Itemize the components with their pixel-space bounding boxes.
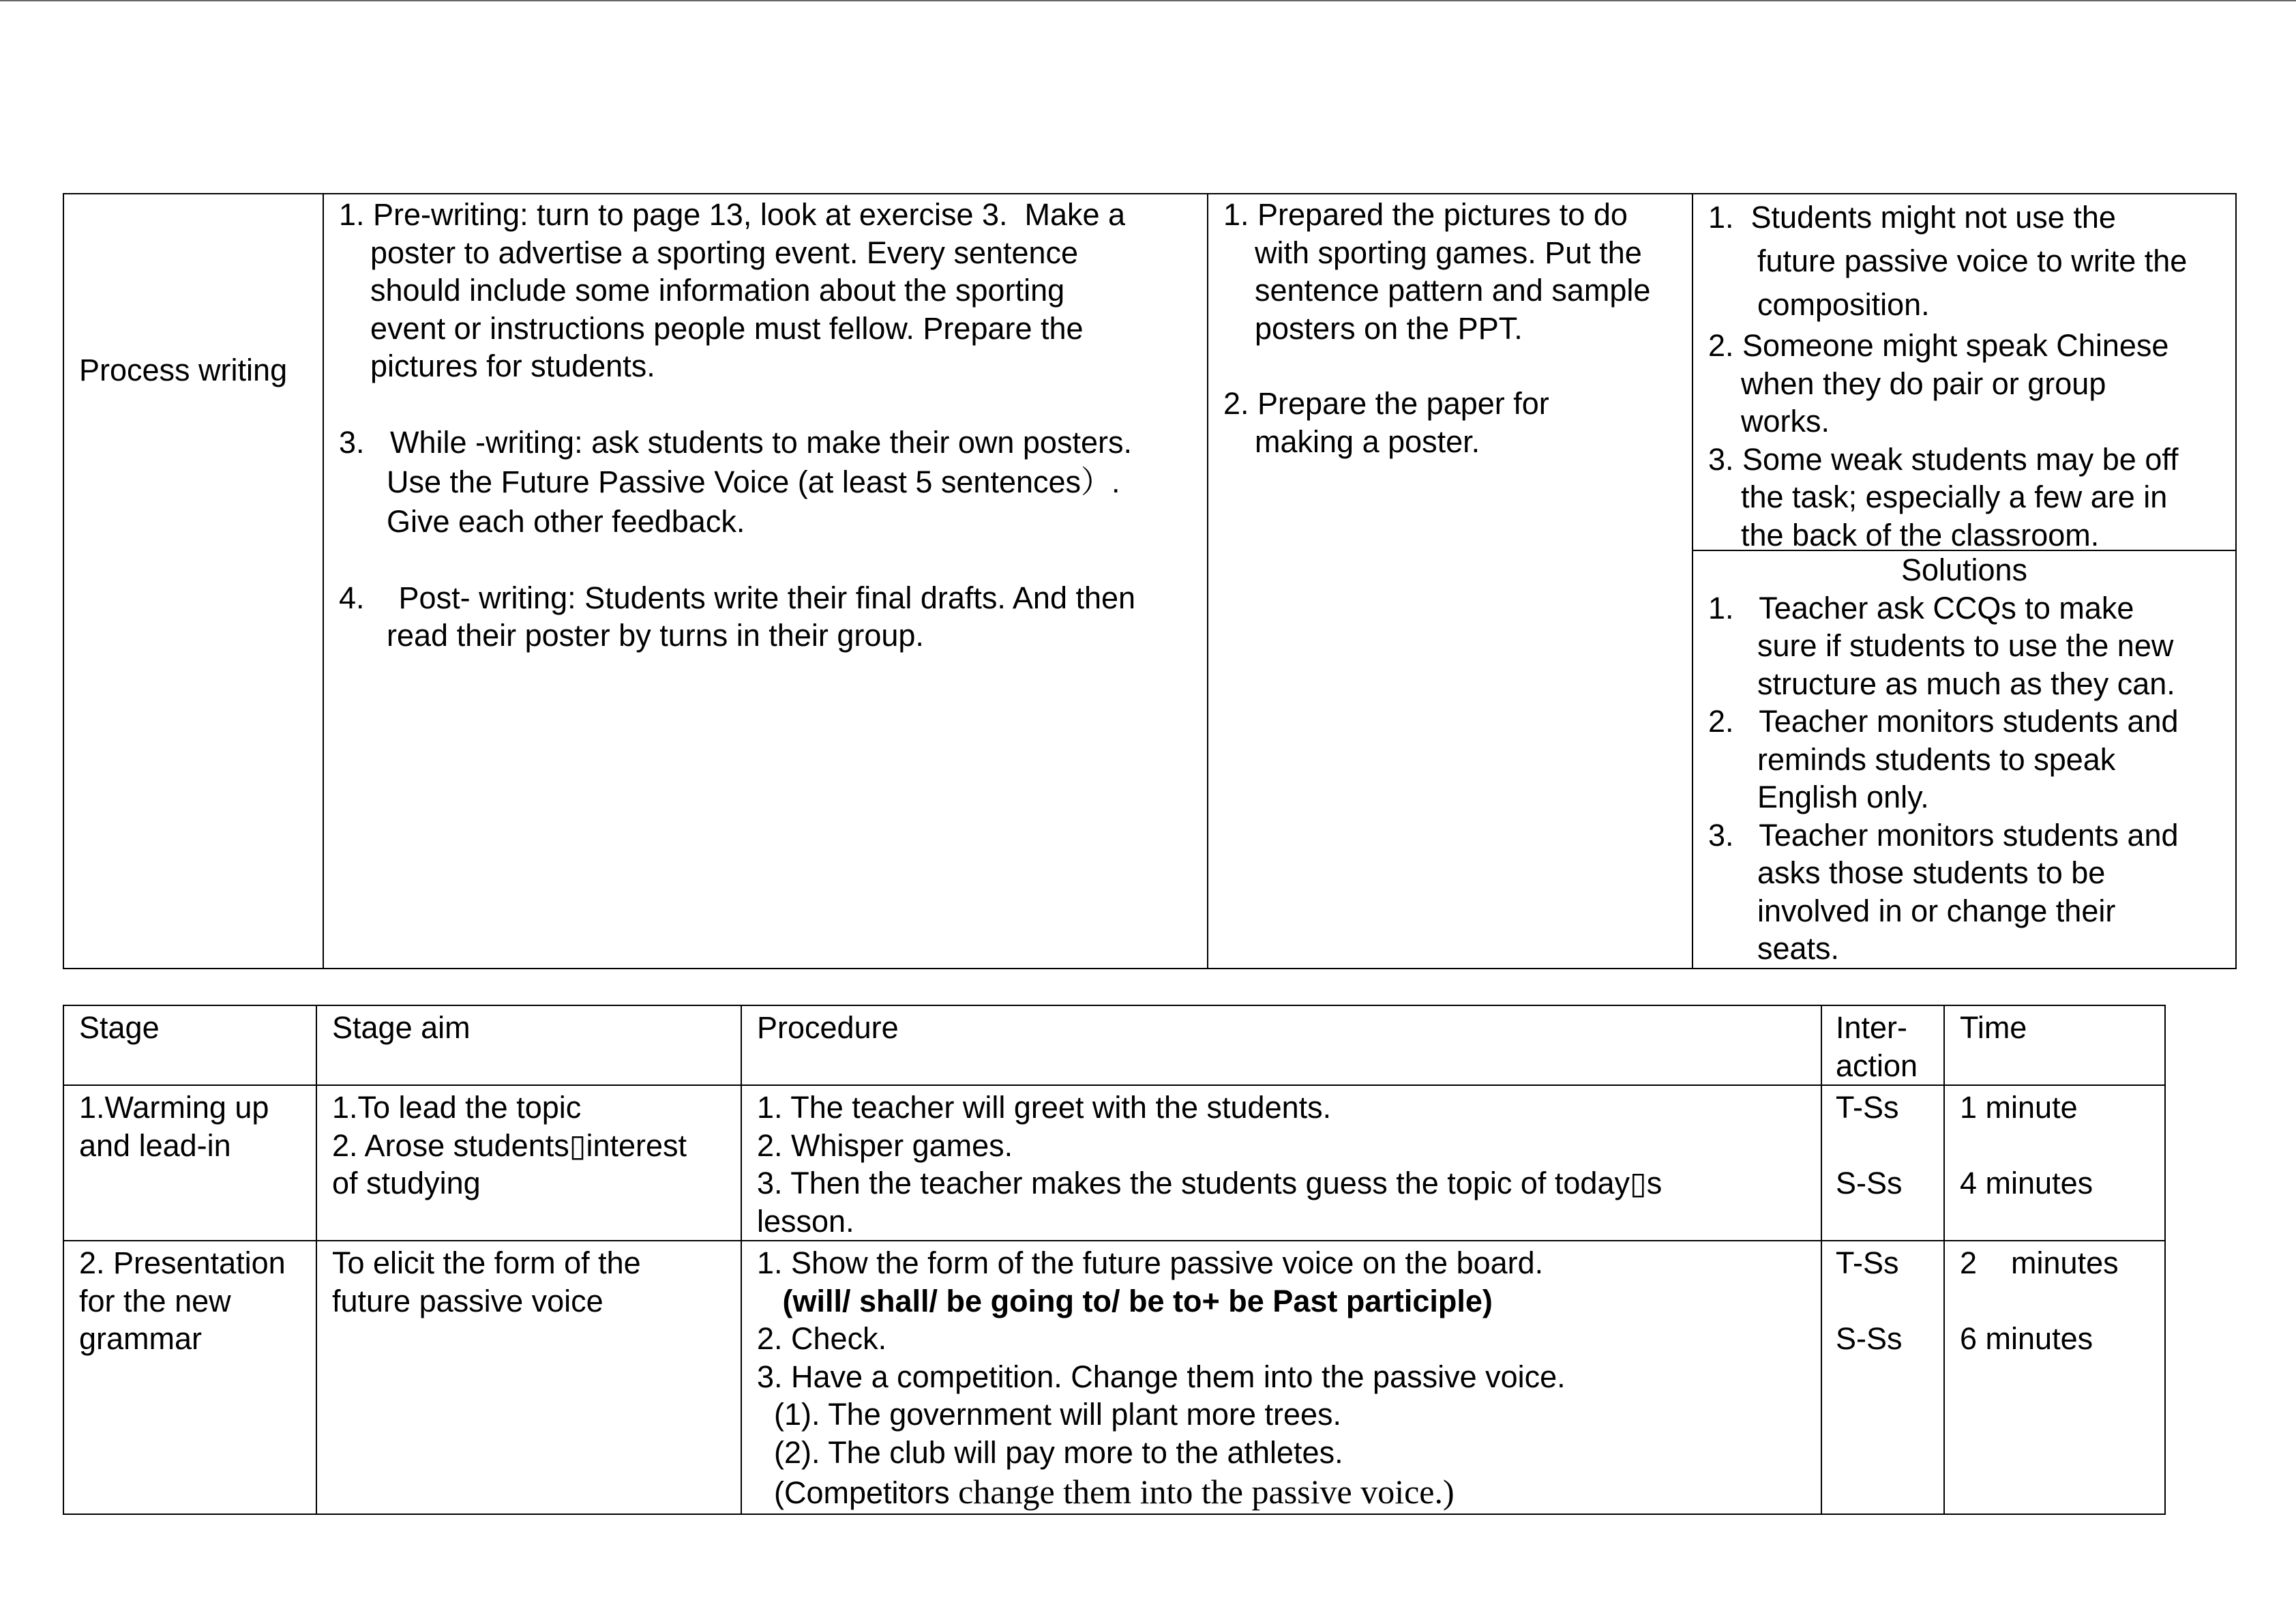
text-line: of studying: [332, 1166, 481, 1200]
header-row: [63, 1005, 2165, 1085]
header-stage-aim: Stage aim: [332, 1010, 471, 1045]
stage-label: Process writing: [79, 353, 288, 387]
text-line: future passive voice to write the: [1757, 243, 2188, 278]
text-line: 2. Someone might speak Chinese: [1708, 328, 2169, 363]
text-line: [1836, 1127, 1943, 1165]
row2-procedure-line1: 1. Show the form of the future passive voice on the board.: [757, 1245, 1544, 1280]
text-line: [1836, 1282, 1943, 1320]
process-writing-row: [63, 194, 2236, 969]
text-line: 2 minutes: [1960, 1245, 2119, 1280]
text-line: works.: [1741, 404, 1830, 439]
row2-procedure-formula: (will/ shall/ be going to/ be to+ be Past participle): [757, 1283, 1493, 1318]
text-line: 2. Arose students▯interest: [332, 1127, 687, 1163]
row2-aim: [332, 1244, 741, 1320]
process-writing-table: [63, 193, 2237, 969]
text-line: To elicit the form of the: [332, 1245, 641, 1280]
stage-table: [63, 1005, 2166, 1515]
text-line: for the new: [79, 1283, 231, 1318]
row2-procedure-last: [757, 1471, 1821, 1514]
row2-procedure-last-prefix: (Competitors: [757, 1475, 959, 1510]
header-procedure: Procedure: [757, 1010, 899, 1045]
text-line: 1. Teacher ask CCQs to make: [1708, 590, 2134, 625]
text-line: structure as much as they can.: [1757, 666, 2175, 701]
text-line: T-Ss: [1836, 1090, 1899, 1125]
text-line: action: [1836, 1048, 1918, 1083]
text-line: 1 minute: [1960, 1090, 2078, 1125]
text-line: 3. Then the teacher makes the students guess the topic of today▯s: [757, 1166, 1663, 1200]
text-line: (2). The club will pay more to the athletes.: [757, 1434, 1343, 1470]
preparation-item-2: [1208, 385, 1692, 460]
text-line: 3. While -writing: ask students to make their own posters.: [339, 424, 1132, 460]
text-line: 1.Warming up: [79, 1090, 269, 1125]
stage-cell: [63, 194, 323, 969]
text-line: composition.: [1757, 287, 1930, 322]
text-line: 2. Whisper games.: [757, 1127, 1013, 1163]
text-line: English only.: [1757, 780, 1929, 814]
row1-stage: [79, 1089, 316, 1164]
text-line: lesson.: [757, 1203, 854, 1239]
row2-time: [1960, 1244, 2164, 1358]
text-line: should include some information about the sporting: [370, 273, 1065, 308]
text-line: [1960, 1282, 2164, 1320]
text-line: S-Ss: [1836, 1321, 1903, 1356]
row1-procedure: [757, 1089, 1821, 1240]
text-line: 1. Students might not use the: [1708, 200, 2116, 235]
pre-writing-item: [324, 196, 1207, 385]
text-line: Give each other feedback.: [387, 503, 745, 539]
text-line: grammar: [79, 1321, 203, 1356]
text-line: 1. The teacher will greet with the students.: [757, 1090, 1332, 1125]
text-line: with sporting games. Put the: [1255, 235, 1642, 270]
solution-item-2: [1693, 703, 2235, 816]
text-line: 3. Have a competition. Change them into the passive voice.: [757, 1359, 1566, 1394]
text-line: 1. Prepared the pictures to do: [1223, 197, 1628, 232]
row2-interaction: [1836, 1244, 1943, 1358]
text-line: the back of the classroom.: [1741, 517, 2100, 552]
text-line: sentence pattern and sample: [1255, 273, 1651, 308]
problem-item-3: [1693, 441, 2235, 555]
text-line: 4 minutes: [1960, 1166, 2093, 1200]
text-line: event or instructions people must fellow. Prepare the: [370, 310, 1084, 346]
text-line: 1.To lead the topic: [332, 1090, 582, 1125]
text-line: [1960, 1127, 2164, 1165]
row1-aim: [332, 1089, 741, 1202]
text-line: and lead-in: [79, 1127, 231, 1163]
post-writing-item: [324, 579, 1207, 655]
row1-time: [1960, 1089, 2164, 1202]
text-line: 2. Presentation: [79, 1245, 286, 1280]
text-line: 6 minutes: [1960, 1321, 2093, 1356]
text-line: the task; especially a few are in: [1741, 479, 2168, 514]
problems-solutions-cell: [1693, 194, 2236, 969]
while-writing-item: [324, 423, 1207, 542]
text-line: asks those students to be: [1757, 855, 2106, 890]
text-line: poster to advertise a sporting event. Every sentence: [370, 235, 1079, 270]
text-line: 2. Check.: [757, 1321, 887, 1356]
text-line: posters on the PPT.: [1255, 310, 1523, 346]
header-interaction: [1836, 1009, 1943, 1084]
text-line: 1. Pre-writing: turn to page 13, look at exercise 3. Make a: [339, 197, 1126, 232]
presentation-row: [63, 1241, 2165, 1514]
text-line: 3. Teacher monitors students and: [1708, 817, 2179, 853]
text-line: sure if students to use the new: [1757, 628, 2174, 663]
solution-item-3: [1693, 816, 2235, 968]
preparation-item-1: [1208, 196, 1692, 347]
text-line: Use the Future Passive Voice (at least 5 sentences）.: [387, 464, 1120, 499]
row2-procedure-steps: [757, 1320, 1821, 1471]
text-line: pictures for students.: [370, 349, 655, 383]
text-line: seats.: [1757, 931, 1840, 966]
text-line: 2. Prepare the paper for: [1223, 386, 1549, 421]
warming-up-row: [63, 1085, 2165, 1241]
page-top-border: [0, 0, 2296, 1]
row2-procedure-last-serif: change them into the passive voice.): [958, 1473, 1455, 1511]
row2-stage: [79, 1244, 316, 1358]
header-time: Time: [1960, 1010, 2027, 1045]
text-line: 4. Post- writing: Students write their final drafts. And then: [339, 580, 1136, 615]
problem-item-2: [1693, 327, 2235, 441]
text-line: S-Ss: [1836, 1166, 1903, 1200]
procedure-cell: [323, 194, 1208, 969]
text-line: 3. Some weak students may be off: [1708, 441, 2179, 477]
text-line: reminds students to speak: [1757, 741, 2116, 777]
text-line: T-Ss: [1836, 1245, 1899, 1280]
solutions-section: [1693, 551, 2235, 968]
solutions-heading: Solutions: [1900, 552, 2028, 587]
text-line: when they do pair or group: [1741, 366, 2106, 401]
anticipated-problems: [1693, 194, 2235, 551]
preparation-cell: [1208, 194, 1693, 969]
text-line: 2. Teacher monitors students and: [1708, 704, 2179, 739]
header-stage: Stage: [79, 1010, 160, 1045]
text-line: Inter-: [1836, 1010, 1908, 1045]
text-line: involved in or change their: [1757, 893, 2116, 928]
text-line: making a poster.: [1255, 424, 1480, 459]
text-line: future passive voice: [332, 1283, 603, 1318]
problem-item-1: [1693, 196, 2235, 327]
solution-item-1: [1693, 589, 2235, 703]
text-line: read their poster by turns in their group.: [387, 618, 924, 653]
text-line: (1). The government will plant more trees.: [757, 1397, 1342, 1432]
row1-interaction: [1836, 1089, 1943, 1202]
